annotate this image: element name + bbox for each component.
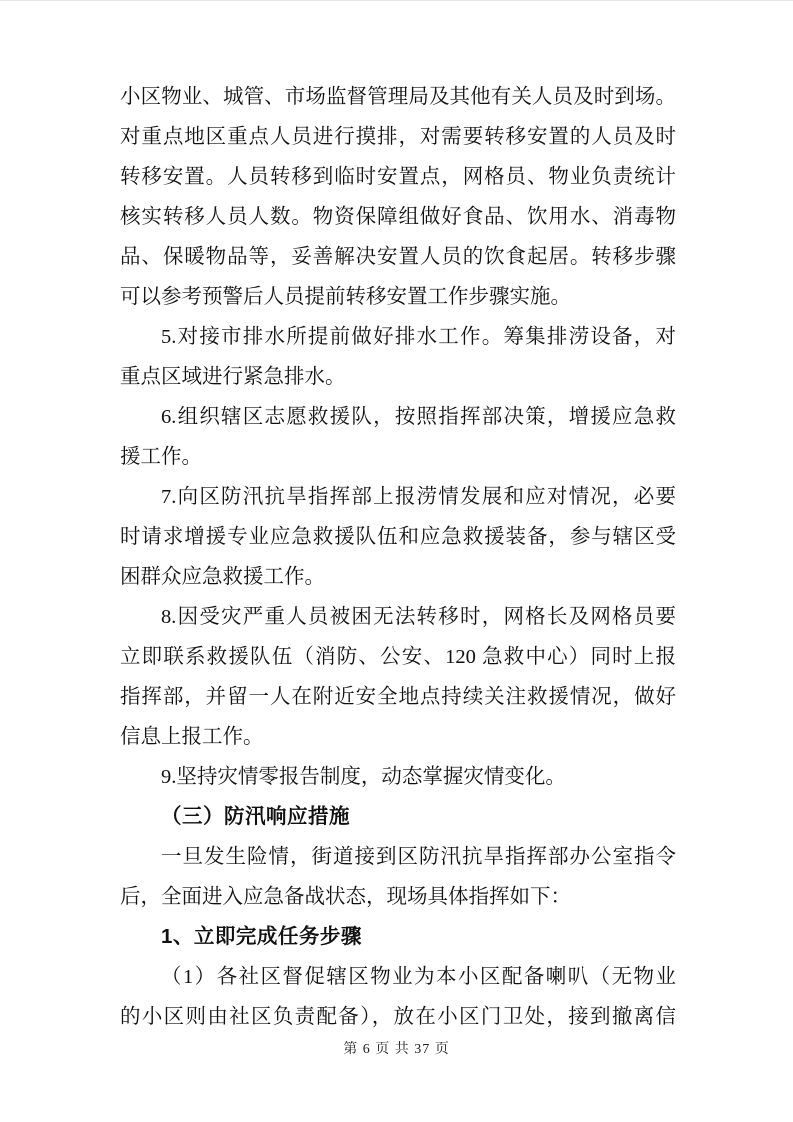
text-line: 信息上报工作。 [120, 726, 264, 748]
text-line: 5.对接市排水所提前做好排水工作。筹集排涝设备，对 [161, 326, 676, 348]
text-line: 可以参考预警后人员提前转移安置工作步骤实施。 [120, 286, 571, 308]
text-line: 的小区则由社区负责配备），放在小区门卫处，接到撤离信 [120, 1006, 676, 1028]
page-number-footer: 第 6 页 共 37 页 [343, 1042, 450, 1057]
text-line: 指挥部，并留一人在附近安全地点持续关注救援情况，做好 [120, 686, 676, 708]
text-line: 小区物业、城管、市场监督管理局及其他有关人员及时到场。 [120, 86, 676, 108]
text-line: 后，全面进入应急备战状态，现场具体指挥如下： [120, 886, 571, 908]
text-line: 援工作。 [120, 446, 202, 468]
text-line: 8.因受灾严重人员被困无法转移时，网格长及网格员要 [161, 606, 676, 628]
text-body [120, 77, 676, 1037]
text-line: （1）各社区督促辖区物业为本小区配备喇叭（无物业 [161, 966, 676, 988]
text-line: 时请求增援专业应急救援队伍和应急救援装备，参与辖区受 [120, 526, 676, 548]
text-line: 对重点地区重点人员进行摸排，对需要转移安置的人员及时 [120, 126, 676, 148]
section-heading: （三）防汛响应措施 [161, 805, 350, 828]
text-line: 9.坚持灾情零报告制度，动态掌握灾情变化。 [161, 766, 566, 788]
text-line: 一旦发生险情，街道接到区防汛抗旱指挥部办公室指令 [161, 846, 676, 868]
text-line: 转移安置。人员转移到临时安置点，网格员、物业负责统计 [120, 166, 676, 188]
text-line: 核实转移人员人数。物资保障组做好食品、饮用水、消毒物 [120, 206, 676, 228]
text-line: 重点区域进行紧急排水。 [120, 366, 346, 388]
text-line: 品、保暖物品等，妥善解决安置人员的饮食起居。转移步骤 [120, 246, 676, 268]
text-line: 6.组织辖区志愿救援队，按照指挥部决策，增援应急救 [161, 406, 676, 428]
text-line: 立即联系救援队伍（消防、公安、120 急救中心）同时上报 [120, 646, 676, 668]
section-heading: 1、立即完成任务步骤 [161, 925, 362, 948]
text-line: 7.向区防汛抗旱指挥部上报涝情发展和应对情况，必要 [161, 486, 676, 508]
text-line: 困群众应急救援工作。 [120, 566, 325, 588]
